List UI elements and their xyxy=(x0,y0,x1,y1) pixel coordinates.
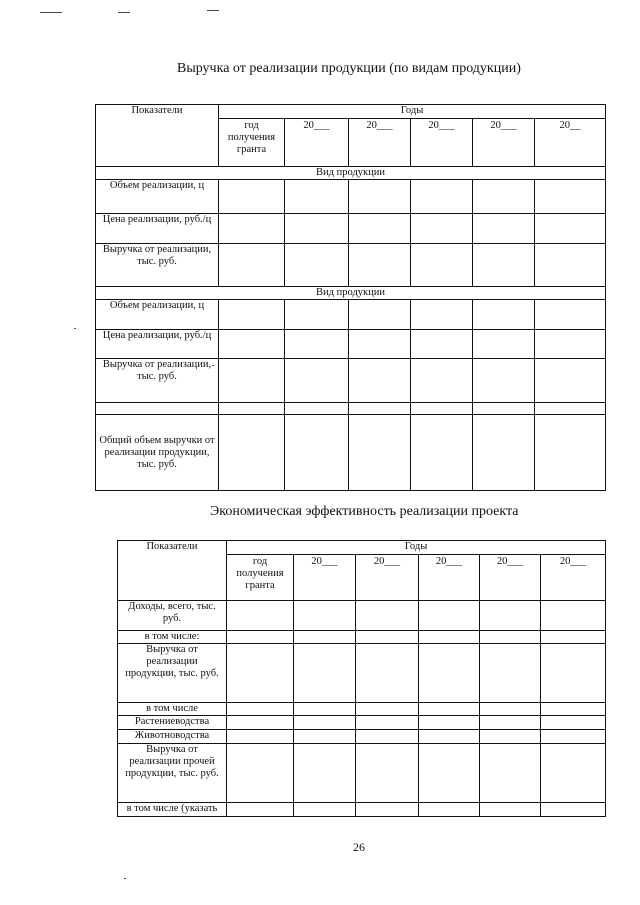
table2-row-label: Растениеводства xyxy=(118,716,227,730)
table1-year-col: 20___ xyxy=(349,119,411,167)
table1-row-label: Объем реализации, ц xyxy=(96,180,219,214)
table1-header-indicators: Показатели xyxy=(96,105,219,167)
scan-mark-3 xyxy=(207,10,219,11)
table1-year-col: 20___ xyxy=(411,119,473,167)
table2-year-col: год получения гранта xyxy=(227,555,294,601)
page-number: 26 xyxy=(353,840,365,854)
table1-section-label: Вид продукции xyxy=(96,287,606,300)
table1-row-label: Цена реализации, руб./ц xyxy=(96,330,219,359)
scan-speck xyxy=(74,328,76,329)
table2-year-col: 20___ xyxy=(541,555,606,601)
table2-header-years: Годы xyxy=(227,541,606,555)
scan-mark-1 xyxy=(40,12,62,13)
table1-year-col: 20___ xyxy=(473,119,535,167)
table2-year-col: 20___ xyxy=(480,555,541,601)
scan-speck xyxy=(212,365,214,366)
table1-row-label: Выручка от реализации, тыс. руб. xyxy=(96,244,219,287)
table2-year-col: 20___ xyxy=(356,555,419,601)
table1-row-label: Выручка от реализации, тыс. руб. xyxy=(96,359,219,403)
table1-total-label: Общий объем выручки от реализации продукции, тыс. руб. xyxy=(96,415,219,491)
table2-year-col: 20___ xyxy=(294,555,356,601)
table1-header-years: Годы xyxy=(219,105,606,119)
table1 xyxy=(95,104,606,491)
table2 xyxy=(117,540,606,817)
table1-title: Выручка от реализации продукции (по видам продукции) xyxy=(177,61,521,76)
table1-row-label: Объем реализации, ц xyxy=(96,300,219,330)
table2-row-label: в том числе: xyxy=(118,631,227,644)
table2-row-label: в том числе (указать xyxy=(118,803,227,817)
scan-mark-2 xyxy=(118,12,130,13)
table2-row-label: Выручка от реализации прочей продукции, тыс. руб. xyxy=(118,744,227,803)
table2-header-indicators: Показатели xyxy=(118,541,227,601)
table2-row-label: в том числе xyxy=(118,703,227,716)
table2-row-label: Доходы, всего, тыс. руб. xyxy=(118,601,227,631)
table2-row-label: Животноводства xyxy=(118,730,227,744)
table2-row-label: Выручка от реализации продукции, тыс. руб. xyxy=(118,644,227,703)
table1-year-col: 20___ xyxy=(285,119,349,167)
table2-year-col: 20___ xyxy=(419,555,480,601)
table1-year-col: год получения гранта xyxy=(219,119,285,167)
table1-row-label: Цена реализации, руб./ц xyxy=(96,214,219,244)
table1-section-label: Вид продукции xyxy=(96,167,606,180)
table1-year-col: 20__ xyxy=(535,119,606,167)
scan-speck xyxy=(124,878,126,879)
table2-title: Экономическая эффективность реализации проекта xyxy=(210,504,519,519)
